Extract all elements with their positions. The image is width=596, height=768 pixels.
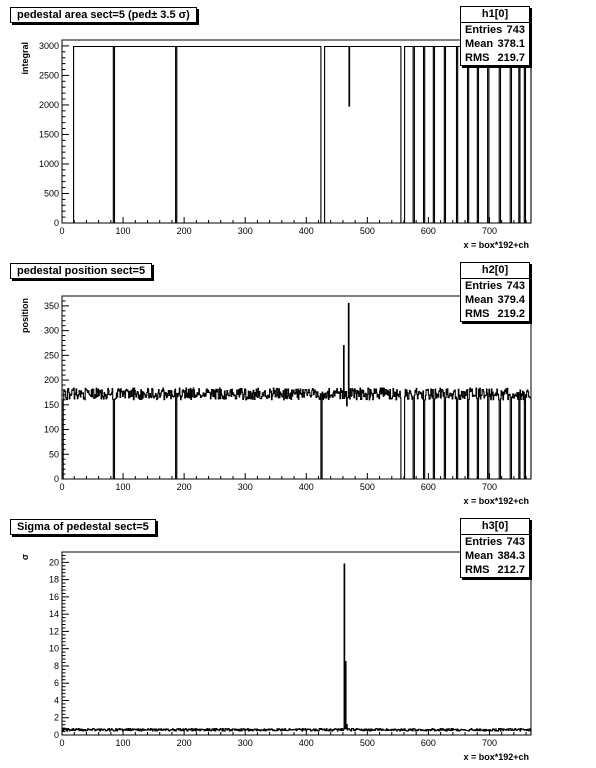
- x-tick-label: 0: [59, 738, 65, 748]
- y-tick-label: 200: [43, 375, 59, 386]
- stats-value: 219.2: [497, 308, 525, 320]
- x-tick-label: 400: [298, 226, 314, 236]
- y-axis-title: position: [20, 298, 30, 333]
- stats-value: 379.4: [497, 294, 525, 306]
- stats-mean-row: [461, 549, 529, 563]
- stats-label: Mean: [465, 38, 494, 50]
- y-tick-label: 0: [53, 218, 59, 228]
- y-tick-label: 500: [43, 188, 59, 199]
- stats-label: RMS: [465, 308, 490, 320]
- plot-title: pedestal area sect=5 (ped± 3.5 σ): [10, 7, 197, 23]
- x-tick-label: 500: [359, 738, 375, 748]
- x-axis-title: x = box*192+ch: [463, 240, 529, 250]
- x-tick-label: 0: [59, 482, 65, 492]
- stats-value: 743: [506, 280, 525, 292]
- y-tick-label: 10: [48, 643, 59, 654]
- y-tick-label: 2: [53, 712, 59, 723]
- stats-label: Mean: [465, 294, 494, 306]
- x-tick-label: 400: [298, 738, 314, 748]
- x-tick-label: 500: [359, 482, 375, 492]
- stats-value: 378.1: [497, 38, 525, 50]
- x-axis-title: x = box*192+ch: [463, 496, 529, 506]
- stats-value: 384.3: [497, 550, 525, 562]
- stats-mean-row: [461, 293, 529, 307]
- stats-value: 212.7: [497, 564, 525, 576]
- histogram-series: [62, 47, 531, 224]
- y-tick-label: 6: [53, 678, 59, 689]
- y-tick-label: 300: [43, 325, 59, 336]
- stats-entries-row: [461, 279, 529, 293]
- y-tick-label: 8: [53, 660, 59, 671]
- stats-label: RMS: [465, 52, 490, 64]
- y-tick-label: 4: [53, 695, 59, 706]
- x-axis-title: x = box*192+ch: [463, 752, 529, 762]
- x-tick-label: 600: [420, 226, 436, 236]
- y-tick-label: 2000: [38, 99, 59, 110]
- x-tick-label: 300: [237, 226, 253, 236]
- x-tick-label: 500: [359, 226, 375, 236]
- stats-name: h3[0]: [461, 519, 529, 535]
- stats-name: h2[0]: [461, 263, 529, 279]
- plot-title: pedestal position sect=5: [10, 263, 152, 279]
- x-tick-label: 700: [481, 226, 497, 236]
- y-tick-label: 14: [48, 609, 59, 620]
- y-tick-label: 1000: [38, 158, 59, 169]
- y-tick-label: 0: [53, 474, 59, 484]
- x-tick-label: 400: [298, 482, 314, 492]
- plot-frame: [62, 40, 531, 223]
- y-tick-label: 250: [43, 350, 59, 361]
- stats-value: 743: [506, 24, 525, 36]
- stats-box: [460, 262, 530, 322]
- x-tick-label: 600: [420, 482, 436, 492]
- x-tick-label: 200: [176, 738, 192, 748]
- y-tick-label: 3000: [38, 40, 59, 51]
- stats-value: 743: [506, 536, 525, 548]
- histogram-series: [62, 303, 531, 479]
- y-tick-label: 2500: [38, 70, 59, 81]
- stats-label: Entries: [465, 280, 503, 292]
- x-tick-label: 300: [237, 482, 253, 492]
- x-tick-label: 700: [481, 482, 497, 492]
- y-tick-label: 12: [48, 626, 59, 637]
- x-tick-label: 100: [115, 738, 131, 748]
- stats-value: 219.7: [497, 52, 525, 64]
- x-tick-label: 600: [420, 738, 436, 748]
- stats-label: Entries: [465, 24, 503, 36]
- x-tick-label: 700: [481, 738, 497, 748]
- stats-mean-row: [461, 37, 529, 51]
- x-tick-label: 0: [59, 226, 65, 236]
- stats-box: [460, 518, 530, 578]
- stats-rms-row: [461, 51, 529, 65]
- stats-label: Mean: [465, 550, 494, 562]
- x-tick-label: 300: [237, 738, 253, 748]
- histogram-pad-2: [0, 256, 596, 512]
- y-tick-label: 150: [43, 399, 59, 410]
- y-tick-label: 0: [53, 730, 59, 740]
- stats-box: [460, 6, 530, 66]
- x-tick-label: 100: [115, 482, 131, 492]
- y-axis-title: integral: [20, 42, 30, 75]
- stats-entries-row: [461, 535, 529, 549]
- y-tick-label: 1500: [38, 129, 59, 140]
- x-tick-label: 100: [115, 226, 131, 236]
- y-tick-label: 20: [48, 557, 59, 568]
- x-tick-label: 200: [176, 482, 192, 492]
- x-tick-label: 200: [176, 226, 192, 236]
- y-tick-label: 16: [48, 591, 59, 602]
- y-tick-label: 18: [48, 574, 59, 585]
- stats-rms-row: [461, 563, 529, 577]
- plot-title: Sigma of pedestal sect=5: [10, 519, 156, 535]
- plot-frame: [62, 296, 531, 479]
- histogram-pad-1: [0, 0, 596, 256]
- y-tick-label: 50: [48, 449, 59, 460]
- stats-label: Entries: [465, 536, 503, 548]
- plot-frame: [62, 552, 531, 735]
- stats-entries-row: [461, 23, 529, 37]
- stats-name: h1[0]: [461, 7, 529, 23]
- y-axis-title: σ: [20, 554, 30, 561]
- histogram-pad-3: [0, 512, 596, 768]
- stats-label: RMS: [465, 564, 490, 576]
- y-tick-label: 100: [43, 424, 59, 435]
- stats-rms-row: [461, 307, 529, 321]
- y-tick-label: 350: [43, 300, 59, 311]
- histogram-series: [62, 564, 531, 735]
